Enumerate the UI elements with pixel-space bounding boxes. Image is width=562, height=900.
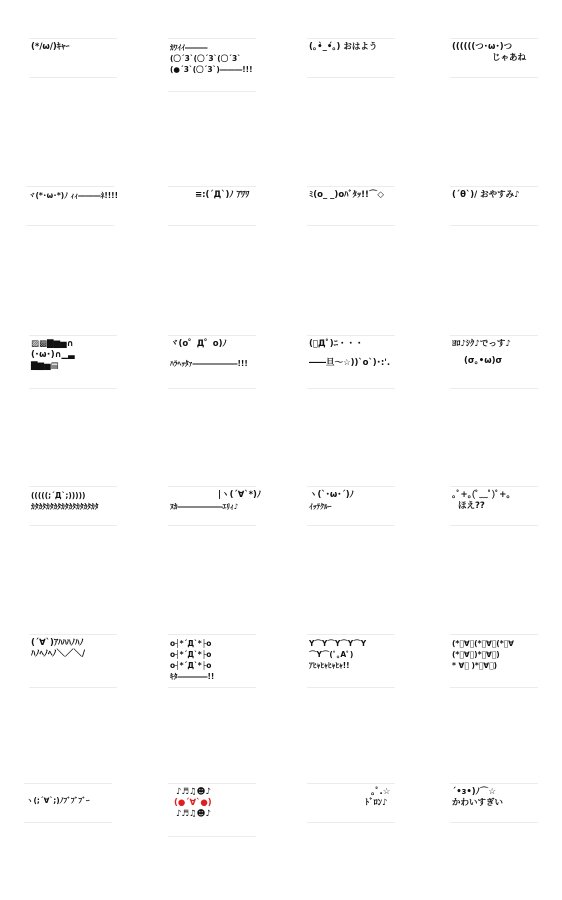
sticker-line: ♪♬♫☻♪ — [176, 809, 211, 819]
sticker-line: (●´3`(〇´3`)―――!!! — [170, 65, 253, 74]
sticker-line: ♪♬♫☻♪ — [176, 787, 211, 797]
sticker-line: o┤*´Д`*├o — [170, 661, 212, 670]
sticker-line: ｡ﾟ.☆ — [371, 787, 391, 797]
sticker-line: (･ω･)∩▁▃ — [31, 350, 75, 360]
sticker-2[interactable] — [168, 38, 256, 92]
sticker-7[interactable] — [307, 186, 395, 226]
sticker-line: ｱﾋｬﾋｬﾋｬﾋｬ!! — [309, 661, 350, 670]
sticker-21[interactable] — [24, 783, 112, 823]
sticker-line: (´θ`)/ おやすみ♪ — [452, 190, 520, 200]
sticker-3[interactable] — [307, 38, 395, 78]
sticker-line: |ヽ(´∀`*)ﾉ — [218, 490, 262, 500]
sticker-24[interactable] — [450, 783, 538, 823]
sticker-line: ヾ(*･ω･*)ﾉ ｨｨ―――ﾈ!!!! — [28, 191, 119, 200]
sticker-10[interactable] — [168, 335, 256, 389]
sticker-11[interactable] — [307, 335, 395, 389]
sticker-line: ｶﾀｶﾀｶﾀｶﾀｶﾀｶﾀｶﾀｶﾀｶﾀ — [31, 502, 99, 511]
sticker-20[interactable] — [450, 634, 538, 688]
sticker-line: ﾊﾗﾍｯﾀｧ――――――!!! — [170, 359, 248, 368]
sticker-14[interactable] — [168, 486, 262, 526]
sticker-6[interactable] — [168, 186, 256, 226]
sticker-line: ▇▆▅▤ — [31, 361, 59, 371]
sticker-line: (●´∀`●) — [174, 798, 212, 808]
sticker-line: じゃあね — [492, 53, 527, 63]
sticker-line: ≡:(´Д`)ﾉ ｱﾜﾜ — [195, 190, 250, 200]
sticker-line: ﾖﾛ♪ｼｸ♪でっす♪ — [452, 339, 511, 349]
sticker-23[interactable] — [307, 783, 395, 823]
sticker-16[interactable] — [450, 486, 538, 526]
sticker-line: かわいすぎい — [452, 798, 504, 808]
sticker-15[interactable] — [307, 486, 395, 526]
sticker-line: ´•ɜ•)ﾉ⌒☆ — [452, 787, 497, 797]
sticker-12[interactable] — [450, 335, 538, 389]
sticker-line: * ∀ﾟ )*ﾟ∀ﾟ) — [452, 661, 498, 670]
sticker-13[interactable] — [29, 486, 117, 526]
sticker-line: o┤*´Д`*├o — [170, 650, 212, 659]
sticker-line: ｡ﾟ+｡(ﾟ﹏ﾟ)ﾟ+｡ — [452, 490, 511, 500]
sticker-22[interactable] — [168, 783, 256, 837]
sticker-9[interactable] — [29, 335, 117, 389]
sticker-1[interactable] — [29, 38, 117, 78]
sticker-line: (*ﾟ∀ﾟ(*ﾟ∀ﾟ(*ﾟ∀ — [452, 639, 514, 648]
sticker-line: ⌒Y⌒(ﾟ｡Aﾟ) — [309, 650, 354, 659]
sticker-line: (*ﾟ∀ﾟ)*ﾟ∀ﾟ) — [452, 650, 500, 659]
sticker-line: ﾐ(o_ _)oﾊﾞﾀｯ!!⌒◇ — [309, 190, 384, 200]
sticker-line: ｶﾜｲｲ――― — [170, 43, 208, 52]
sticker-line: (((((;´Д`;))))) — [31, 491, 86, 500]
sticker-line: (*/ω/)ｷｬｰ — [31, 42, 70, 52]
sticker-line: ヾ(o゜Д゜o)ﾉ — [170, 339, 227, 349]
sticker-line: (´∀`)ｱﾊﾊﾊﾉﾊﾉ — [31, 638, 84, 648]
sticker-5[interactable] — [26, 186, 119, 226]
sticker-line: (〇´3`(〇´3`(〇´3` — [170, 54, 241, 63]
sticker-18[interactable] — [168, 634, 256, 688]
sticker-19[interactable] — [307, 634, 395, 688]
sticker-line: ほえ?? — [458, 501, 485, 511]
sticker-line: ﾇｶ――――――ｴﾘｨ♪ — [170, 502, 239, 511]
sticker-17[interactable] — [29, 634, 117, 688]
sticker-line: ｲｯﾃｸﾙｰ — [309, 502, 332, 511]
sticker-line: ヽ(;´∀`;)ﾉﾌﾞﾌﾞﾌﾞｰ — [26, 796, 90, 805]
sticker-line: (ﾟДﾟ)ﾆ・・・ — [309, 339, 364, 349]
sticker-line: o┤*´Д`*├o — [170, 639, 212, 648]
sticker-line: Y⌒Y⌒Y⌒Y⌒Y — [309, 639, 367, 648]
sticker-line: ﾄﾞﾛﾝ♪ — [365, 798, 388, 808]
sticker-line: (｡•̀_•́｡) おはよう — [309, 42, 378, 52]
sticker-8[interactable] — [450, 186, 538, 226]
sticker-line: ――旦～☆))`o`)･:'. — [309, 358, 391, 368]
sticker-line: ヽ(`･ω･´)ﾉ — [309, 490, 354, 500]
sticker-line: ﾊﾉﾍﾉﾍﾉ＼／＼/ — [31, 649, 86, 659]
sticker-line: ｷﾀ――――!! — [170, 672, 215, 681]
sticker-line: (σ｡•ω)σ — [464, 356, 503, 366]
sticker-4[interactable] — [450, 38, 538, 78]
sticker-line: ((((((つ･ω･)つ — [452, 42, 513, 52]
sticker-line: ▨▩▇▆▅∩ — [31, 339, 74, 349]
